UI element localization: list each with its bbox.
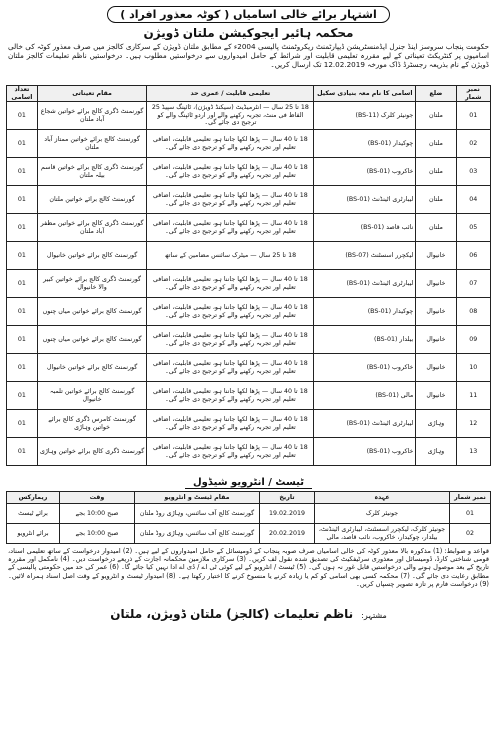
cell-serial: 04	[456, 186, 490, 214]
table-row	[7, 326, 491, 354]
cell-place: گورنمنٹ ڈگری کالج برائے خواتین کبیر والا خانیوال	[37, 270, 146, 298]
cell-qualification: 18 تا 40 سال — پڑھا لکھا جاننا ہو، تعلیمی قابلیت، اضافی تعلیم اور تجربہ رکھنے والے کو ترجیح دی جائے گی۔	[147, 298, 314, 326]
cell-serial: 13	[456, 438, 490, 466]
cell-post: خاکروب (BS-01)	[314, 354, 416, 382]
test-col-venue: مقام ٹیسٹ و انٹرویو	[135, 492, 260, 504]
cell-district: خانیوال	[416, 382, 456, 410]
cell-qualification: 18 تا 40 سال — پڑھا لکھا جاننا ہو، تعلیمی قابلیت، اضافی تعلیم اور تجربہ رکھنے والے کو ترجیح دی جائے گی۔	[147, 410, 314, 438]
cell-post: خاکروب (BS-01)	[314, 158, 416, 186]
table-row	[7, 102, 491, 130]
advertiser-label: مشتہر:	[361, 611, 387, 620]
cell-post: لیبارٹری اٹینڈنٹ (BS-01)	[314, 410, 416, 438]
test-cell-serial: 02	[450, 524, 491, 544]
cell-place: گورنمنٹ کالج برائے خواتین میاں چنوں	[37, 326, 146, 354]
terms-paragraph: قواعد و ضوابط: (1) مذکورہ بالا معذور کوٹہ کی خالی اسامیاں صرف صوبہ پنجاب کے ڈومیسائل کے حامل امیدواروں کے لیے ہیں۔ (2) امیدوار درخواست کے ساتھ تعلیمی اسناد، قومی شناختی کارڈ، ڈومیسائل اور معذوری سرٹیفکیٹ کی تصدیق شدہ نقول لف کریں۔ (3) سرکاری ملازمین محکمانہ اجازت کے ذریعے درخواست دیں۔ (4) نامکمل اور مقررہ تاریخ کے بعد موصول ہونے والی درخواستیں قابل غور نہ ہوں گی۔ (5) ٹیسٹ / انٹرویو کے لیے کوئی ٹی اے / ڈی اے ادا نہیں کیا جائے گا۔ (6) عمر کی حد میں حکومتی پالیسی کے مطابق رعایت دی جائے گی۔ (7) محکمہ کسی بھی اسامی کو کم یا زیادہ کرنے یا منسوخ کرنے کا اختیار رکھتا ہے۔ (8) امیدوار ٹیسٹ و انٹرویو کے وقت اصل اسناد ہمراہ لائیں۔ (9) درخواست فارم پر تازہ تصویر چسپاں کریں۔	[8, 547, 489, 588]
cell-qualification: 18 تا 40 سال — پڑھا لکھا جاننا ہو، تعلیمی قابلیت، اضافی تعلیم اور تجربہ رکھنے والے کو ترجیح دی جائے گی۔	[147, 326, 314, 354]
cell-count: 01	[7, 438, 38, 466]
cell-post: مالی (BS-01)	[314, 382, 416, 410]
cell-place: گورنمنٹ کالج برائے خواتین تلمبہ خانیوال	[37, 382, 146, 410]
cell-serial: 11	[456, 382, 490, 410]
cell-count: 01	[7, 354, 38, 382]
cell-serial: 08	[456, 298, 490, 326]
vacancies-header-row	[7, 86, 491, 102]
cell-count: 01	[7, 298, 38, 326]
cell-count: 01	[7, 130, 38, 158]
test-header-row	[7, 492, 491, 504]
cell-count: 01	[7, 186, 38, 214]
table-row	[7, 354, 491, 382]
cell-place: گورنمنٹ کامرس ڈگری کالج برائے خواتین وہاڑی	[37, 410, 146, 438]
test-col-serial: نمبر شمار	[450, 492, 491, 504]
cell-serial: 01	[456, 102, 490, 130]
table-row	[7, 438, 491, 466]
cell-qualification: 18 تا 40 سال — پڑھا لکھا جاننا ہو، تعلیمی قابلیت، اضافی تعلیم اور تجربہ رکھنے والے کو ترجیح دی جائے گی۔	[147, 382, 314, 410]
cell-qualification: 18 تا 40 سال — پڑھا لکھا جاننا ہو، تعلیمی قابلیت، اضافی تعلیم اور تجربہ رکھنے والے کو ترجیح دی جائے گی۔	[147, 214, 314, 242]
cell-qualification: 18 تا 40 سال — پڑھا لکھا جاننا ہو، تعلیمی قابلیت، اضافی تعلیم اور تجربہ رکھنے والے کو ترجیح دی جائے گی۔	[147, 354, 314, 382]
cell-district: ملتان	[416, 214, 456, 242]
cell-district: خانیوال	[416, 354, 456, 382]
cell-place: گورنمنٹ ڈگری کالج برائے خواتین وہاڑی	[37, 438, 146, 466]
cell-post: خاکروب (BS-01)	[314, 438, 416, 466]
test-schedule-title: ٹیسٹ / انٹرویو شیڈول	[185, 477, 312, 489]
cell-qualification: 18 تا 40 سال — پڑھا لکھا جاننا ہو، تعلیمی قابلیت، اضافی تعلیم اور تجربہ رکھنے والے کو ترجیح دی جائے گی۔	[147, 130, 314, 158]
table-row	[7, 504, 491, 524]
intro-paragraph: حکومت پنجاب سروسز اینڈ جنرل ایڈمنسٹریشن ڈیپارٹمنٹ ریکروٹمنٹ پالیسی 2004ء کے مطابق ملتان ڈویژن کے سرکاری کالجز میں صرف معذور کوٹہ کی خالی اسامیوں پر کنٹریکٹ تعیناتی کے لیے مقررہ تعلیمی قابلیت اور شرائط کے حامل امیدواروں سے درخواستیں مطلوب ہیں۔ درخواستیں ناظم تعلیمات کالجز ملتان ڈویژن کے نام بذریعہ رجسٹرڈ ڈاک مورخہ 12.02.2019 تک ارسال کریں۔	[8, 42, 489, 69]
cell-district: ملتان	[416, 186, 456, 214]
table-row	[7, 242, 491, 270]
cell-qualification: 18 تا 25 سال — میٹرک سائنس مضامین کے ساتھ	[147, 242, 314, 270]
cell-count: 01	[7, 270, 38, 298]
test-cell-date: 20.02.2019	[260, 524, 315, 544]
vacancies-table	[6, 85, 491, 466]
title-wrap	[6, 3, 491, 23]
cell-post: چوکیدار (BS-01)	[314, 298, 416, 326]
department-subtitle: محکمہ ہائیر ایجوکیشن ملتان ڈویژن	[143, 26, 354, 40]
table-row	[7, 298, 491, 326]
cell-serial: 09	[456, 326, 490, 354]
test-cell-venue: گورنمنٹ کالج آف سائنس، وہاڑی روڈ ملتان	[135, 524, 260, 544]
cell-post: لیکچرر اسسٹنٹ (BS-07)	[314, 242, 416, 270]
test-cell-post: جونیئر کلرک	[315, 504, 450, 524]
cell-district: ملتان	[416, 158, 456, 186]
test-heading-wrap	[6, 470, 491, 489]
cell-district: خانیوال	[416, 270, 456, 298]
test-cell-remarks: برائے ٹیسٹ	[7, 504, 60, 524]
cell-district: وہاڑی	[416, 410, 456, 438]
vacancies-body	[7, 102, 491, 466]
cell-count: 01	[7, 242, 38, 270]
test-cell-date: 19.02.2019	[260, 504, 315, 524]
table-row	[7, 214, 491, 242]
test-cell-serial: 01	[450, 504, 491, 524]
col-qualification: تعلیمی قابلیت / عمری حد	[147, 86, 314, 102]
cell-place: گورنمنٹ ڈگری کالج برائے خواتین قاسم بیلہ ملتان	[37, 158, 146, 186]
col-serial: نمبر شمار	[456, 86, 490, 102]
cell-serial: 12	[456, 410, 490, 438]
cell-qualification: 18 تا 25 سال — انٹرمیڈیٹ (سیکنڈ ڈویژن)، ٹائپنگ سپیڈ 25 الفاظ فی منٹ، تجربہ رکھنے والے اور اردو ٹائپنگ والے کو ترجیح دی جائے گی۔	[147, 102, 314, 130]
cell-serial: 03	[456, 158, 490, 186]
cell-place: گورنمنٹ ڈگری کالج برائے خواتین شجاع آباد ملتان	[37, 102, 146, 130]
advertiser-name: ناظم تعلیمات (کالجز) ملتان ڈویژن، ملتان	[110, 607, 354, 621]
cell-post: لیبارٹری اٹینڈنٹ (BS-01)	[314, 270, 416, 298]
table-row	[7, 382, 491, 410]
cell-district: خانیوال	[416, 326, 456, 354]
test-cell-venue: گورنمنٹ کالج آف سائنس، وہاڑی روڈ ملتان	[135, 504, 260, 524]
cell-post: بیلدار (BS-01)	[314, 326, 416, 354]
cell-count: 01	[7, 214, 38, 242]
table-row	[7, 186, 491, 214]
cell-count: 01	[7, 158, 38, 186]
cell-count: 01	[7, 326, 38, 354]
cell-post: لیبارٹری اٹینڈنٹ (BS-01)	[314, 186, 416, 214]
test-col-date: تاریخ	[260, 492, 315, 504]
cell-post: نائب قاصد (BS-01)	[314, 214, 416, 242]
cell-post: جونیئر کلرک (BS-11)	[314, 102, 416, 130]
col-post: اسامی کا نام معہ بنیادی سکیل	[314, 86, 416, 102]
test-cell-remarks: برائے انٹرویو	[7, 524, 60, 544]
cell-place: گورنمنٹ کالج برائے خواتین میاں چنوں	[37, 298, 146, 326]
table-row	[7, 270, 491, 298]
cell-place: گورنمنٹ ڈگری کالج برائے خواتین مظفر آباد ملتان	[37, 214, 146, 242]
test-col-post: عہدہ	[315, 492, 450, 504]
cell-count: 01	[7, 102, 38, 130]
cell-serial: 07	[456, 270, 490, 298]
test-col-remarks: ریمارکس	[7, 492, 60, 504]
cell-qualification: 18 تا 40 سال — پڑھا لکھا جاننا ہو، تعلیمی قابلیت، اضافی تعلیم اور تجربہ رکھنے والے کو ترجیح دی جائے گی۔	[147, 438, 314, 466]
test-col-time: وقت	[60, 492, 135, 504]
test-cell-time: صبح 10:00 بجے	[60, 504, 135, 524]
cell-serial: 10	[456, 354, 490, 382]
cell-district: خانیوال	[416, 242, 456, 270]
test-schedule-body	[7, 504, 491, 544]
cell-qualification: 18 تا 40 سال — پڑھا لکھا جاننا ہو، تعلیمی قابلیت، اضافی تعلیم اور تجربہ رکھنے والے کو ترجیح دی جائے گی۔	[147, 186, 314, 214]
cell-district: خانیوال	[416, 298, 456, 326]
col-place: مقام تعیناتی	[37, 86, 146, 102]
cell-district: ملتان	[416, 102, 456, 130]
cell-serial: 06	[456, 242, 490, 270]
cell-place: گورنمنٹ کالج برائے خواتین خانیوال	[37, 354, 146, 382]
cell-qualification: 18 تا 40 سال — پڑھا لکھا جاننا ہو، تعلیمی قابلیت، اضافی تعلیم اور تجربہ رکھنے والے کو ترجیح دی جائے گی۔	[147, 270, 314, 298]
cell-place: گورنمنٹ کالج برائے خواتین خانیوال	[37, 242, 146, 270]
cell-serial: 05	[456, 214, 490, 242]
cell-district: ملتان	[416, 130, 456, 158]
table-row	[7, 410, 491, 438]
footer	[6, 607, 491, 621]
ad-title: اشتہار برائے خالی اسامیاں ( کوٹہ معذور افراد )	[107, 6, 390, 23]
col-district: ضلع	[416, 86, 456, 102]
cell-count: 01	[7, 410, 38, 438]
cell-place: گورنمنٹ کالج برائے خواتین ملتان	[37, 186, 146, 214]
col-count: تعداد اسامی	[7, 86, 38, 102]
test-cell-time: صبح 10:00 بجے	[60, 524, 135, 544]
test-schedule-table	[6, 491, 491, 544]
table-row	[7, 158, 491, 186]
cell-post: چوکیدار (BS-01)	[314, 130, 416, 158]
cell-serial: 02	[456, 130, 490, 158]
cell-district: وہاڑی	[416, 438, 456, 466]
test-cell-post: جونیئر کلرک، لیکچرر اسسٹنٹ، لیبارٹری اٹینڈنٹ، بیلدار، چوکیدار، خاکروب، نائب قاصد، مالی	[315, 524, 450, 544]
cell-qualification: 18 تا 40 سال — پڑھا لکھا جاننا ہو، تعلیمی قابلیت، اضافی تعلیم اور تجربہ رکھنے والے کو ترجیح دی جائے گی۔	[147, 158, 314, 186]
cell-place: گورنمنٹ کالج برائے خواتین ممتاز آباد ملتان	[37, 130, 146, 158]
table-row	[7, 524, 491, 544]
cell-count: 01	[7, 382, 38, 410]
table-row	[7, 130, 491, 158]
